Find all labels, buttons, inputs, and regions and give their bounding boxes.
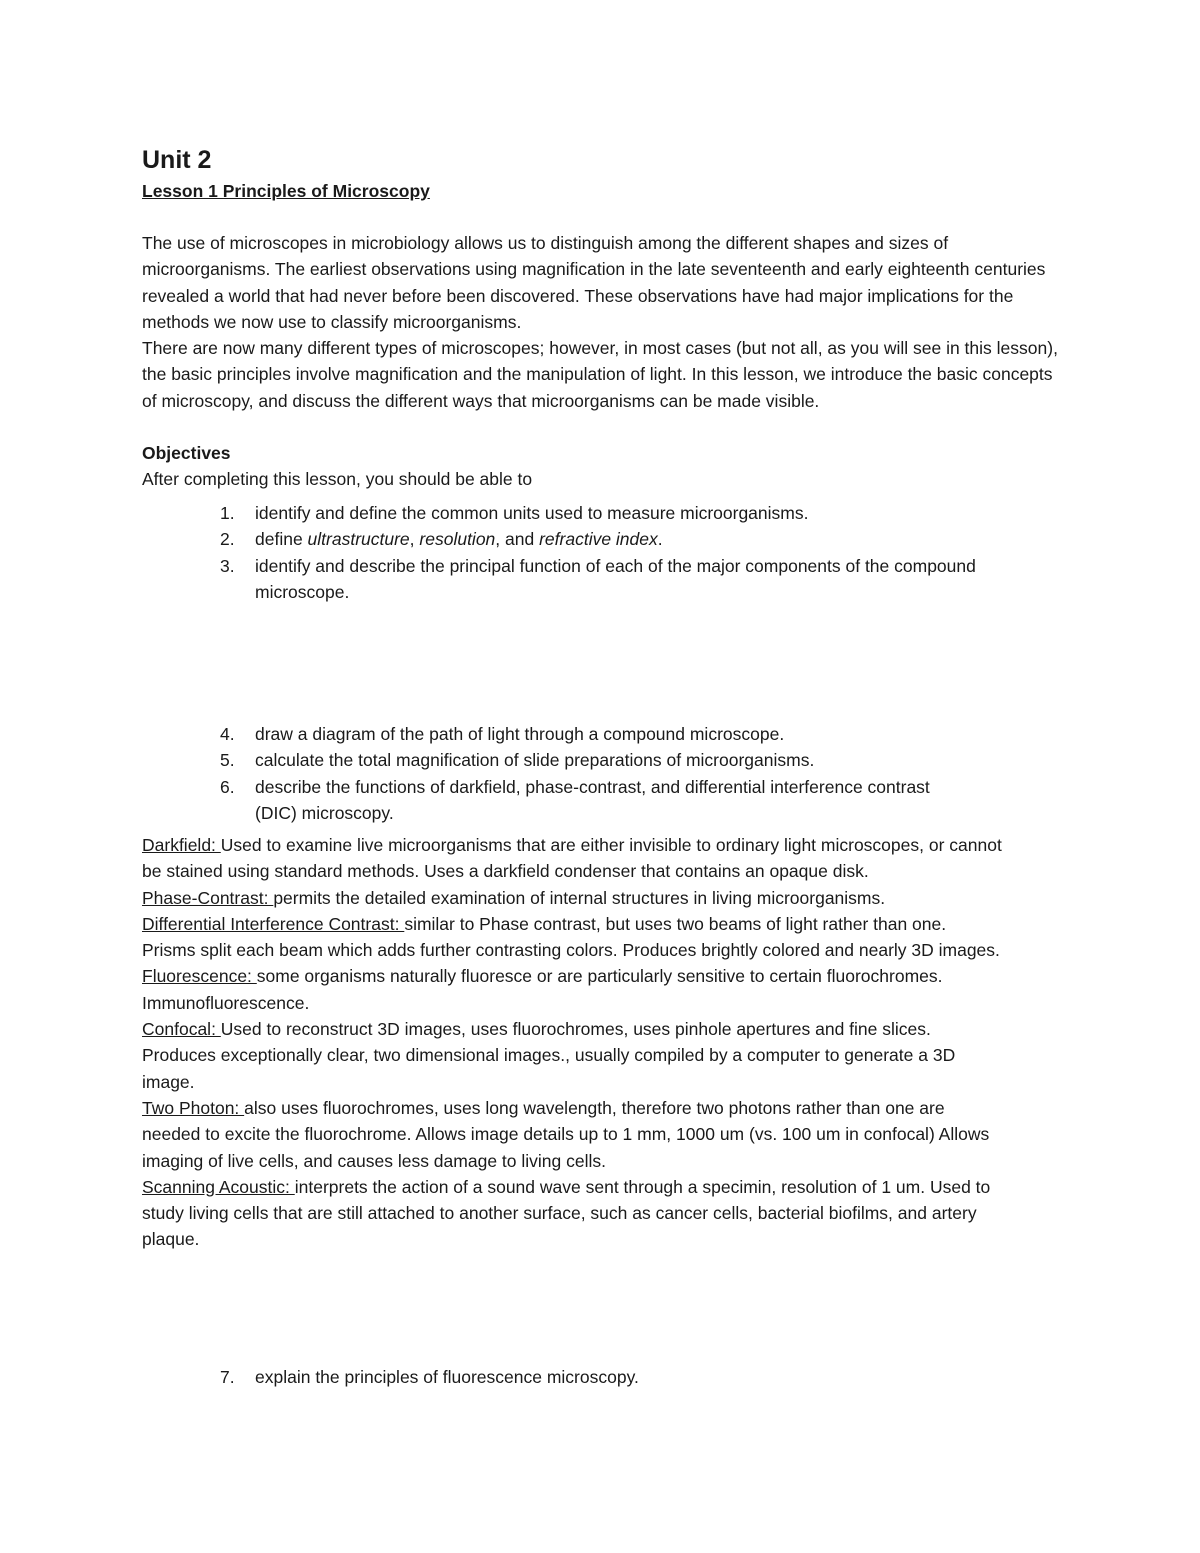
objective-item — [142, 500, 1042, 526]
definition-scanning-acoustic — [142, 1174, 1002, 1253]
definition-text: also uses fluorochromes, uses long wavelength, therefore two photons rather than one are needed to excite the fluorochrome. Allows image details up to 1 mm, 1000 um (vs. 100 um in confocal) Allows imaging of live cells, and causes less damage to living cells. — [142, 1097, 990, 1171]
objective-number: 2. — [220, 529, 235, 550]
definition-term: Confocal: — [142, 1019, 221, 1040]
objective-text: explain the principles of fluorescence microscopy. — [255, 1367, 639, 1387]
definition-term: Differential Interference Contrast: — [142, 913, 405, 934]
objective-text-prefix: define — [255, 529, 308, 550]
objective-text: draw a diagram of the path of light through a compound microscope. — [255, 724, 785, 744]
definition-text: some organisms naturally fluoresce or are particularly sensitive to certain fluorochromes. Immunofluorescence. — [142, 966, 943, 1013]
definition-term: Scanning Acoustic: — [142, 1176, 295, 1197]
objective-term: ultrastructure — [307, 529, 410, 550]
objective-term: refractive index — [539, 529, 658, 550]
objective-text: identify and describe the principal function of each of the major components of the compound microscope. — [255, 555, 976, 602]
lesson-title: Lesson 1 Principles of Microscopy — [142, 181, 430, 201]
definition-text: permits the detailed examination of internal structures in living microorganisms. — [273, 887, 886, 908]
objective-number: 4. — [220, 724, 235, 744]
objective-item — [142, 526, 1042, 552]
objective-item — [142, 553, 1042, 606]
objectives-list — [142, 500, 1042, 605]
intro-paragraph: The use of microscopes in microbiology allows us to distinguish among the different shapes and sizes of microorganisms. The earliest observations using magnification in the late seventeenth and early eighteenth centuries revealed a world that had never before been discovered. These observations have had major implications for the methods we now use to classify microorganisms. — [142, 233, 1046, 332]
definition-term: Darkfield: — [142, 835, 221, 855]
objective-item — [142, 721, 1042, 747]
definition-fluorescence — [142, 963, 1002, 1016]
objective-item — [142, 774, 1042, 827]
unit-title: Unit 2 — [142, 146, 212, 174]
objective-number: 6. — [220, 776, 235, 797]
definition-confocal — [142, 1016, 1002, 1095]
objective-separator: , and — [495, 529, 540, 550]
definition-text: similar to Phase contrast, but uses two beams of light rather than one. Prisms split each beam which adds further contrasting colors. Produces brightly colored and nearly 3D images. — [142, 913, 1000, 961]
objective-text: calculate the total magnification of slide preparations of microorganisms. — [255, 750, 815, 771]
definition-dic — [142, 911, 1002, 964]
intro-paragraph: There are now many different types of microscopes; however, in most cases (but not all, as you will see in this lesson), the basic principles involve magnification and the manipulation of light. In this lesson, we introduce the basic concepts of microscopy, and discuss the different ways that microorganisms can be made visible. — [142, 338, 1058, 411]
objective-item — [142, 747, 1042, 773]
objective-number: 5. — [220, 750, 235, 771]
definition-phase-contrast — [142, 885, 1002, 911]
objective-item — [142, 1364, 1042, 1390]
definition-term: Phase-Contrast: — [142, 887, 274, 908]
objectives-heading: Objectives — [142, 443, 231, 463]
objective-text-suffix: . — [657, 529, 663, 550]
definition-darkfield — [142, 832, 1002, 885]
objective-text: describe the functions of darkfield, phase-contrast, and differential interference contrast (DIC) microscopy. — [255, 776, 930, 823]
definition-text: interprets the action of a sound wave sent through a specimin, resolution of 1 um. Used to study living cells that are still attached to another surface, such as cancer cells, bacterial biofilms, and artery plaque. — [142, 1176, 991, 1250]
objectives-list — [142, 1364, 1042, 1390]
definition-term: Two Photon: — [142, 1097, 245, 1118]
definition-two-photon — [142, 1095, 1002, 1174]
microscopy-definitions — [142, 832, 1002, 1253]
objectives-list — [142, 721, 1042, 826]
definition-term: Fluorescence: — [142, 966, 257, 987]
objective-text: identify and define the common units used to measure microorganisms. — [255, 503, 809, 523]
objective-number: 3. — [220, 555, 235, 576]
definition-text: Used to examine live microorganisms that are either invisible to ordinary light microscopes, or cannot be stained using standard methods. Uses a darkfield condenser that contains an opaque disk. — [142, 835, 1002, 882]
objective-separator: , — [409, 529, 420, 550]
definition-text: Used to reconstruct 3D images, uses fluorochromes, uses pinhole apertures and fine slices. Produces exceptionally clear, two dimensional images., usually compiled by a computer to generate a 3D image. — [142, 1019, 956, 1092]
objectives-intro: After completing this lesson, you should be able to — [142, 469, 533, 489]
objective-term: resolution — [419, 529, 496, 550]
objective-number: 7. — [220, 1367, 235, 1387]
objective-number: 1. — [220, 503, 235, 523]
